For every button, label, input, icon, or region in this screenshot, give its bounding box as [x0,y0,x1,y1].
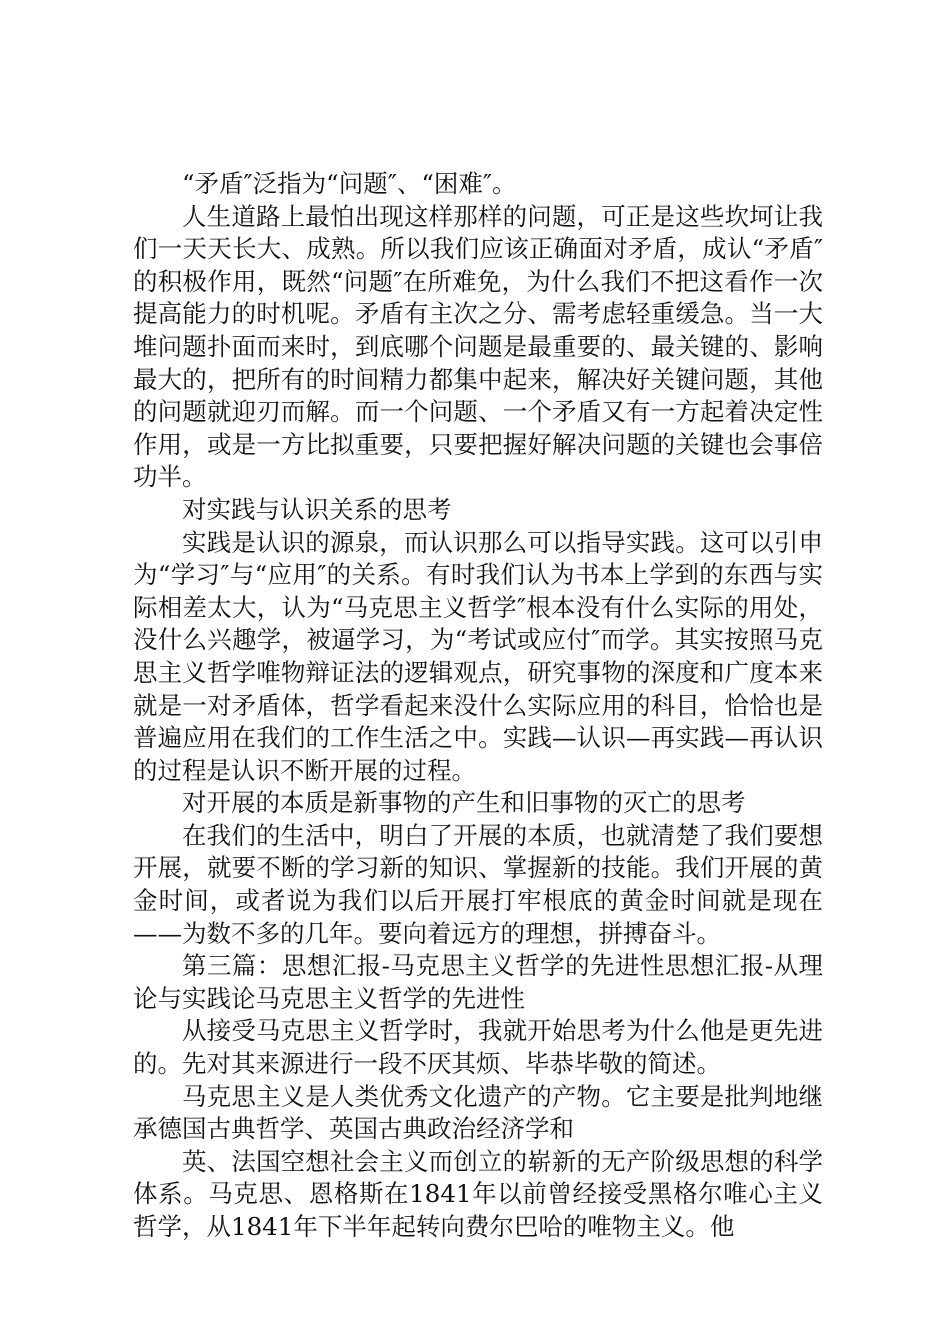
paragraph-1: “矛盾″泛指为“问题″、“困难″。 [182,169,517,198]
paragraph-4: 在我们的生活中，明白了开展的本质，也就清楚了我们要想开展，就要不断的学习新的知识、掌握新的技能。我们开展的黄金时间，或者说为我们以后开展打牢根底的黄金时间就是现在——为数不多的几年。要向着远方的理想，拼搏奋斗。 [133,820,823,948]
section-heading-practice: 对实践与认识关系的思考 [182,494,452,524]
paragraph-5: 从接受马克思主义哲学时，我就开始思考为什么他是更先进的。先对其来源进行一段不厌其烦、毕恭毕敬的简述。 [133,1016,823,1079]
paragraph-6: 马克思主义是人类优秀文化遗产的产物。它主要是批判地继承德国古典哲学、英国古典政治经济学和 [133,1081,823,1144]
chapter-heading-part-three: 第三篇：思想汇报-马克思主义哲学的先进性思想汇报-从理论与实践论马克思主义哲学的先进性 [133,951,823,1013]
document-page [133,168,823,1244]
paragraph-3: 实践是认识的源泉，而认识那么可以指导实践。这可以引申为“学习″与“应用″的关系。有时我们认为书本上学到的东西与实际相差太大，认为“马克思主义哲学″根本没有什么实际的用处，没什么兴趣学，被逼学习，为“考试或应付″而学。其实按照马克思主义哲学唯物辩证法的逻辑观点，研究事物的深度和广度本来就是一对矛盾体，哲学看起来没什么实际应用的科目，恰恰也是普遍应用在我们的工作生活之中。实践—认识—再实践—再认识的过程是认识不断开展的过程。 [133,527,823,785]
section-heading-development: 对开展的本质是新事物的产生和旧事物的灭亡的思考 [182,788,746,818]
paragraph-2: 人生道路上最怕出现这样那样的问题，可正是这些坎坷让我们一天天长大、成熟。所以我们应该正确面对矛盾，成认“矛盾″的积极作用，既然“问题″在所难免，为什么我们不把这看作一次提高能力的时机呢。矛盾有主次之分、需考虑轻重缓急。当一大堆问题扑面而来时，到底哪个问题是最重要的、最关键的、影响最大的，把所有的时间精力都集中起来，解决好关键问题，其他的问题就迎刃而解。而一个问题、一个矛盾又有一方起着决定性作用，或是一方比拟重要，只要把握好解决问题的关键也会事倍功半。 [133,201,823,492]
paragraph-7: 英、法国空想社会主义而创立的崭新的无产阶级思想的科学体系。马克思、恩格斯在1841年以前曾经接受黑格尔唯心主义哲学，从1841年下半年起转向费尔巴哈的唯物主义。他 [133,1146,823,1241]
